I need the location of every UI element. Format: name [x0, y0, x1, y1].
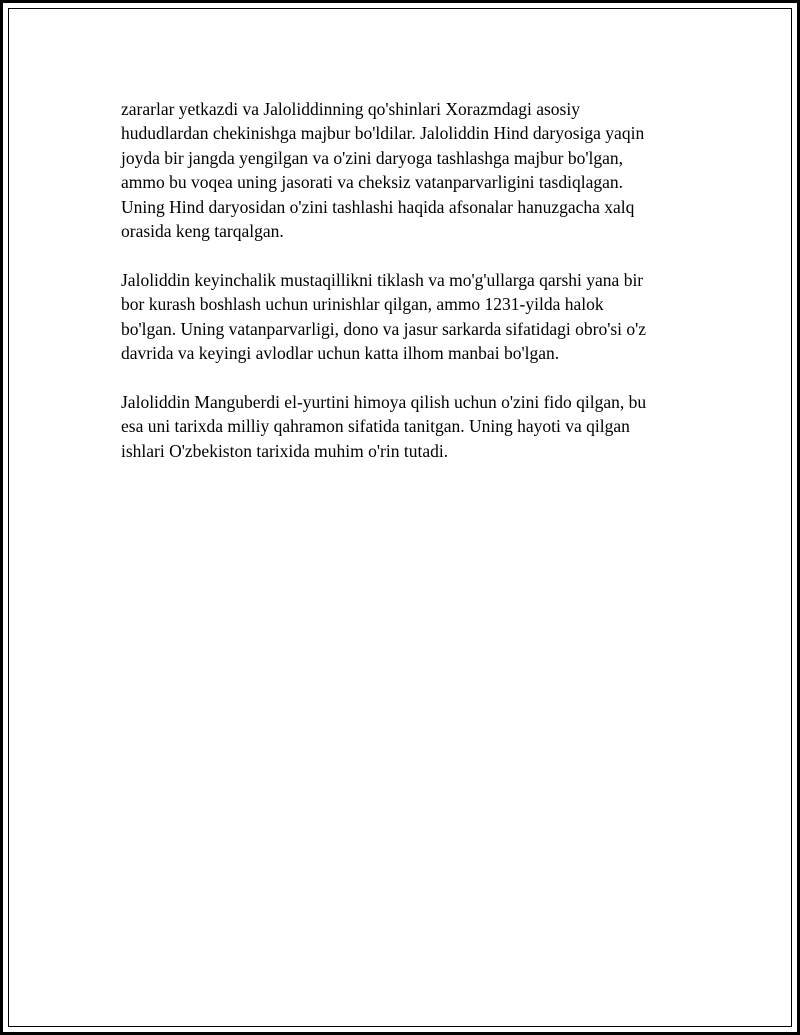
text-line: esa uni tarixda milliy qahramon sifatida tanitgan. Uning hayoti va qilgan	[121, 416, 630, 437]
text-line: davrida va keyingi avlodlar uchun katta ilhom manbai bo'lgan.	[121, 343, 560, 364]
text-line: orasida keng tarqalgan.	[121, 221, 284, 242]
text-line: ishlari O'zbekiston tarixida muhim o'rin tutadi.	[121, 440, 449, 461]
text-line: Uning Hind daryosidan o'zini tashlashi haqida afsonalar hanuzgacha xalq	[121, 196, 635, 217]
text-line: bor kurash boshlash uchun urinishlar qilgan, ammo 1231-yilda halok	[121, 294, 604, 315]
text-line: ammo bu voqea uning jasorati va cheksiz vatanparvarligini tasdiqlagan.	[121, 172, 623, 193]
paragraph-1	[121, 97, 691, 243]
text-line: bo'lgan. Uning vatanparvarligi, dono va jasur sarkarda sifatidagi obro'si o'z	[121, 318, 647, 339]
text-line: zararlar yetkazdi va Jaloliddinning qo'shinlari Xorazmdagi asosiy	[121, 99, 580, 119]
text-line: hududlardan chekinishga majbur bo'ldilar. Jaloliddin Hind daryosiga yaqin	[121, 123, 645, 144]
text-line: joyda bir jangda yengilgan va o'zini daryoga tashlashga majbur bo'lgan,	[121, 147, 623, 168]
paragraph-3	[121, 390, 691, 463]
text-line: Jaloliddin Manguberdi el-yurtini himoya qilish uchun o'zini fido qilgan, bu	[121, 391, 647, 412]
document-body	[121, 97, 691, 487]
paragraph-2	[121, 268, 691, 366]
text-line: Jaloliddin keyinchalik mustaqillikni tiklash va mo'g'ullarga qarshi yana bir	[121, 269, 644, 290]
